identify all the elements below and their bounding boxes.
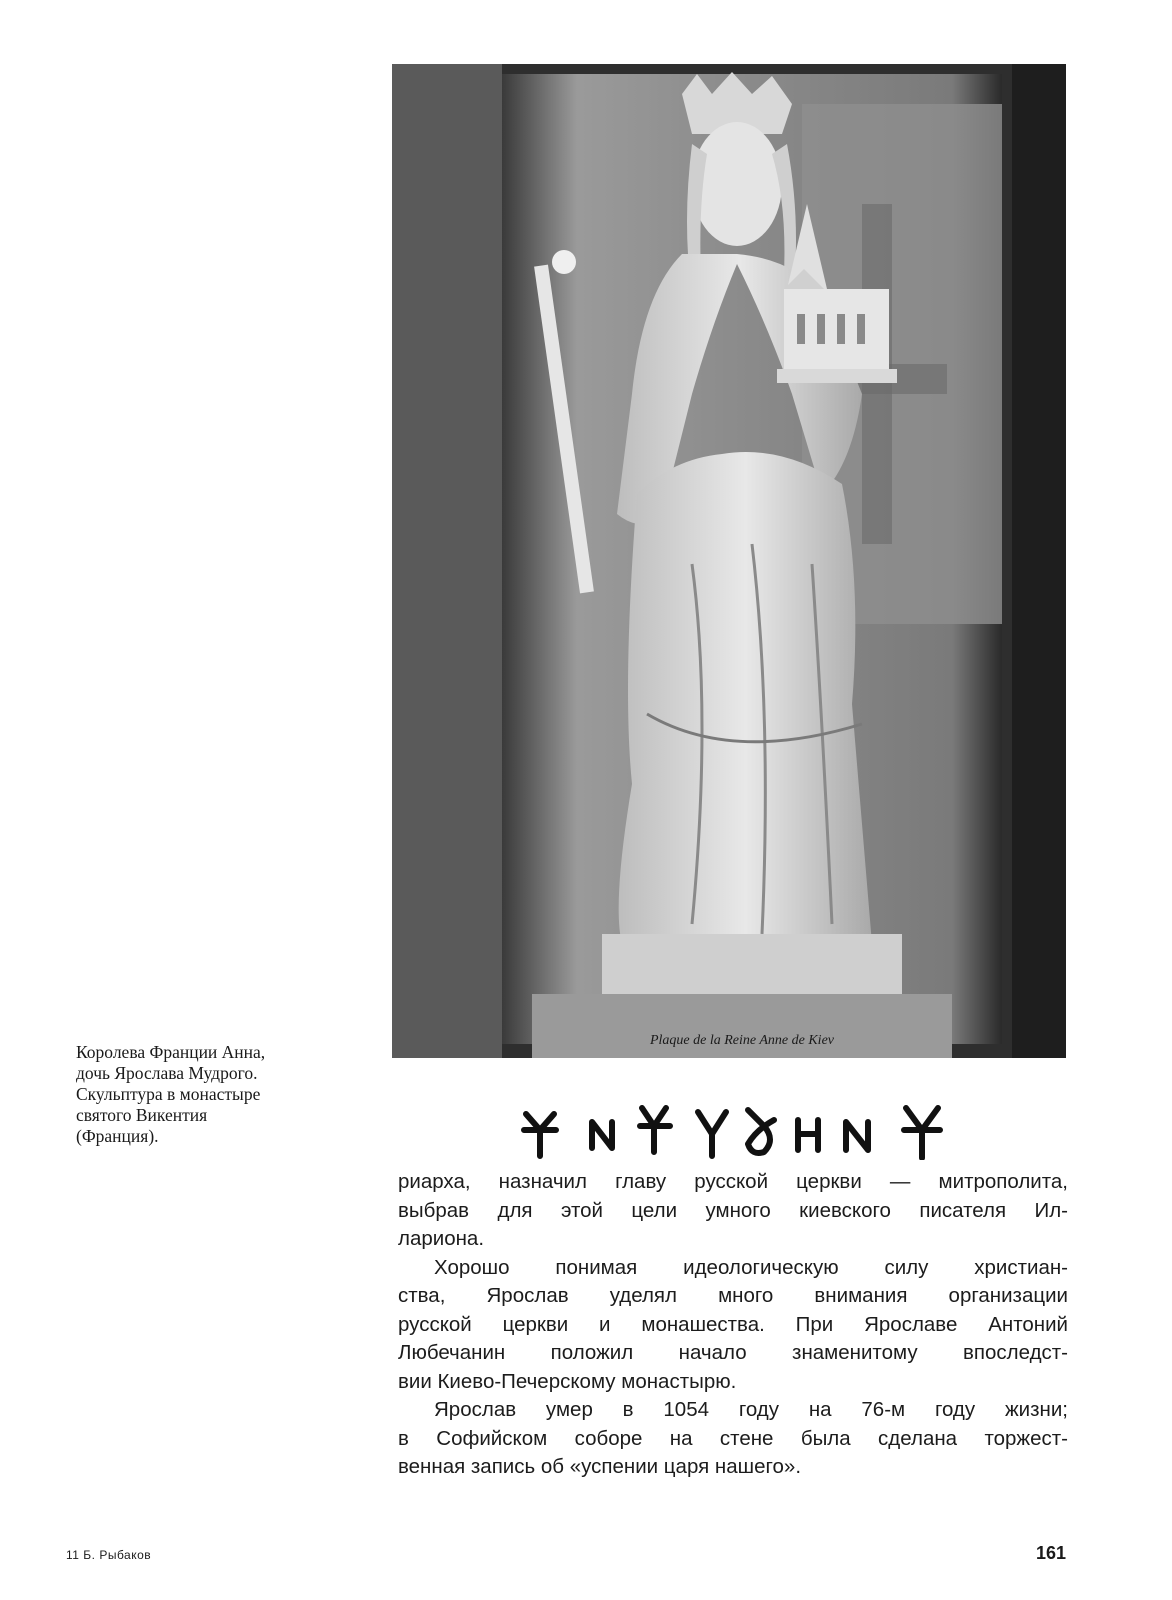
text-line: Хорошо понимая идеологическую силу христиан- (434, 1255, 1068, 1279)
text-line: ства, Ярослав уделял много внимания организации (398, 1284, 1068, 1307)
text-line: Ярослав умер в 1054 году на 76-м году жизни; (434, 1398, 1068, 1421)
paragraph (398, 1396, 1068, 1482)
statue-illustration (392, 64, 1066, 1058)
signature-glyphs (520, 1100, 980, 1160)
paragraph (398, 1254, 1068, 1397)
text-line: вии Киево-Печерскому монастырю. (398, 1369, 737, 1393)
signature-mark: 11 Б. Рыбаков (66, 1548, 152, 1562)
statue-photo (392, 64, 1066, 1058)
text-line: Любечанин положил начало знаменитому впоследст- (398, 1341, 1068, 1364)
body-text (398, 1168, 1068, 1482)
text-line: выбрав для этой цели умного киевского писателя Ил- (398, 1198, 1068, 1222)
text-line: лариона. (398, 1227, 485, 1250)
text-line: венная запись об «успении царя нашего». (398, 1455, 802, 1478)
caption-line: (Франция). (76, 1126, 159, 1146)
paragraph (398, 1168, 1068, 1254)
text-line: русской церкви и монашества. При Ярославе Антоний (398, 1312, 1068, 1336)
figure-caption (76, 1042, 358, 1147)
caption-line: Скульптура в монастыре (76, 1084, 261, 1104)
text-line: риарха, назначил главу русской церкви — митрополита, (398, 1170, 1068, 1193)
statue-base-inscription: Plaque de la Reine Anne de Kiev (649, 1033, 835, 1048)
page-number: 161 (1036, 1543, 1067, 1563)
text-line: в Софийском соборе на стене была сделана торжест- (398, 1426, 1068, 1450)
caption-line: дочь Ярослава Мудрого. (76, 1063, 258, 1083)
caption-line: Королева Франции Анна, (76, 1042, 266, 1062)
anna-signature-image (520, 1100, 980, 1160)
caption-line: святого Викентия (76, 1105, 208, 1125)
